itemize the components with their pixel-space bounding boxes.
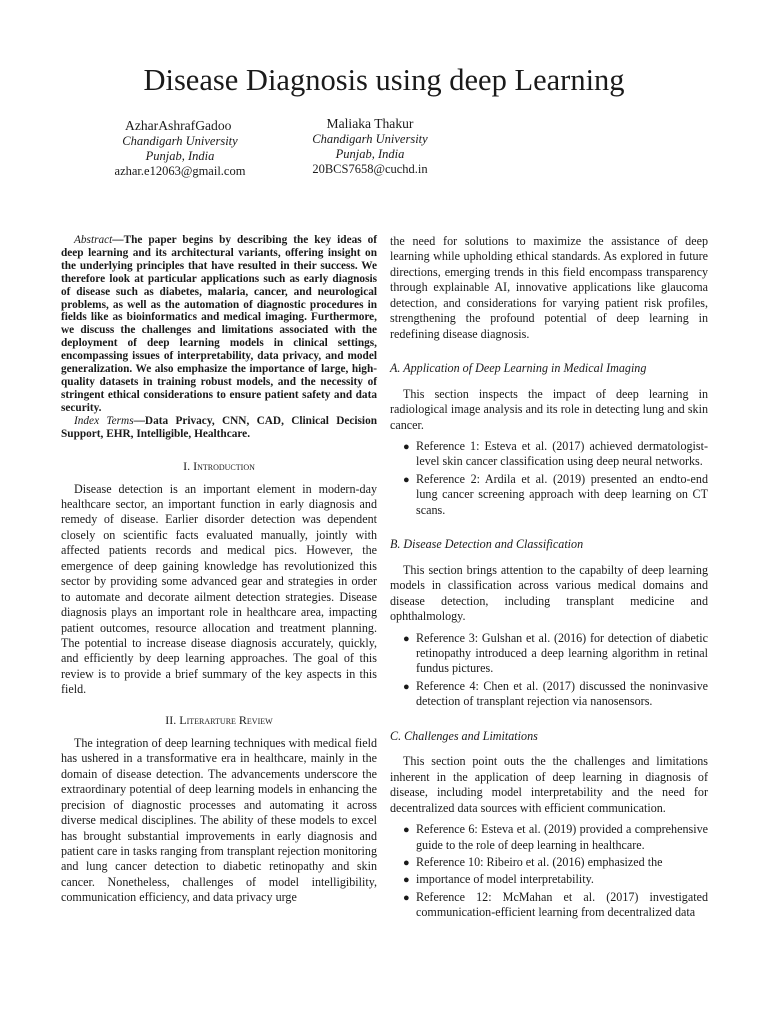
subsection-heading-b: B. Disease Detection and Classification [390, 537, 584, 552]
list-item: ● Reference 4: Chen et al. (2017) discussed the noninvasive detection of transplant rejection via nanosensors. [403, 678, 708, 709]
abstract-text: The paper begins by describing the key ideas of deep learning and its architectural variants, offering insight on the underlying principles that have resulted in their success. We therefore look at particular applications such as early diagnosis of disease such as diabetes, malaria, cancer, and neurological problems, as well as the automation of diagnostic procedures in fields like as bioinformatics and medical imaging. Furthermore, we discuss the challenges and limitations associated with the deployment of deep learning models in clinical settings, encompassing issues of interpretability, data privacy, and model generalization. We also emphasize the importance of large, high-quality datasets in training robust models, and the necessity of stringent ethical considerations to ensure patient safety and data security. [61, 234, 377, 414]
reference-list-a [390, 439, 708, 518]
author-name: Maliaka Thakur [326, 116, 414, 131]
subsection-c-text: This section point outs the the challenges and limitations inherent in the application of deep learning in diagnosis of disease, including model interpretability and the need for decentralized data sources with efficient communication. [390, 754, 708, 815]
reference-list-c [390, 822, 708, 921]
bullet-icon: ● [403, 473, 410, 486]
subsection-heading-a: A. Application of Deep Learning in Medical Imaging [390, 361, 647, 376]
bullet-icon: ● [403, 856, 410, 869]
author-location: Punjab, India [145, 149, 215, 164]
right-column [390, 234, 708, 923]
bullet-icon: ● [403, 824, 410, 837]
author-block-1 [100, 118, 260, 180]
list-item: ● importance of model interpretability. [390, 872, 708, 887]
list-item: ● Reference 3: Gulshan et al. (2016) for detection of diabetic retinopathy introduced a deep learning algorithm in retinal fundus pictures. [403, 630, 708, 676]
left-column [61, 234, 377, 906]
author-location: Punjab, India [335, 147, 405, 162]
paper-title: Disease Diagnosis using deep Learning [143, 63, 625, 97]
abstract-lead: Abstract [74, 234, 113, 246]
author-block-2 [290, 116, 450, 178]
author-email: azhar.e12063@gmail.com [114, 164, 246, 179]
bullet-icon: ● [403, 891, 410, 904]
abstract: Abstract—The paper begins by describing the key ideas of deep learning and its architectural variants, offering insight on the underlying principles that have resulted in their success. We therefore look at particular applications such as early diagnosis of disease such as diabetes, malaria, cancer, and neurological problems, as well as the automation of diagnostic procedures in fields like as bioinformatics and medical imaging. Furthermore, we discuss the challenges and limitations associated with the deployment of deep learning models in clinical settings, encompassing issues of interpretability, data privacy, and model generalization. We also emphasize the importance of large, high-quality datasets in training robust models, and the necessity of stringent ethical considerations to ensure patient safety and data security. [61, 234, 377, 414]
index-terms-lead: Index Terms [74, 414, 134, 427]
author-affiliation: Chandigarh University [312, 132, 428, 146]
list-item: ● Reference 2: Ardila et al. (2019) presented an endto-end lung cancer screening approach with deep learning on CT scans. [403, 471, 708, 517]
bullet-icon: ● [403, 632, 410, 645]
author-affiliation: Chandigarh University [122, 134, 238, 148]
list-item: ● Reference 1: Esteva et al. (2017) achieved dermatologist-level skin cancer classification using deep neural networks. [403, 438, 708, 469]
bullet-icon: ● [403, 440, 410, 453]
subsection-a-text: This section inspects the impact of deep learning in radiological image analysis and its role in detecting lung and skin cancer. [390, 386, 708, 432]
section-heading-literature-review: II. Literarture Review [165, 712, 273, 727]
subsection-b-text: This section brings attention to the capabilty of deep learning models in classification across various medical domains and disease detection, including transplant medicine and ophthalmology. [390, 562, 708, 624]
index-terms: Index Terms—Data Privacy, CNN, CAD, Clinical Decision Support, EHR, Intelligible, Healthcare. [61, 414, 377, 440]
author-name: AzharAshrafGadoo [125, 118, 232, 133]
introduction-text: Disease detection is an important element in modern-day healthcare sector, an important function in early diagnosis and remedy of disease. Earlier disorder detection was dependent closely on scientific facts evaluated manually, jointly with affected patients records and medical pics. However, the emergence of deep gaining knowledge has revolutionized this sector by providing some advanced gear and strategies in order to automate and decorate ailment detection strategies. Disease diagnosis plays an important role in healthcare area, impacting patient outcomes, resource allocation and treatment planning. The potential to increase disease diagnosis accurately, quickly, and efficiently by deep learning approaches. The goal of this review is to provide a brief summary of the key aspects in this field. [61, 481, 377, 697]
subsection-heading-c: C. Challenges and Limitations [390, 728, 538, 743]
section-heading-introduction: I. Introduction [183, 458, 255, 473]
bullet-icon: ● [403, 874, 410, 887]
list-item: ● Reference 12: McMahan et al. (2017) investigated communication-efficient learning from decentralized data [403, 889, 708, 920]
index-terms-text: Data Privacy, CNN, CAD, Clinical Decision Support, EHR, Intelligible, Healthcare. [61, 414, 377, 440]
list-item: ● Reference 10: Ribeiro et al. (2016) emphasized the [390, 855, 708, 870]
literature-review-text: The integration of deep learning techniques with medical field has ushered in a transformative era in healthcare, mainly in the domain of disease detection. The advancements underscore the extraordinary potential of deep learning models in enhancing the precision of diagnostic processes and automating it across diverse medical disciplines. The ability of these models to excel has brought substantial improvements in early diagnosis and patient care in tasks ranging from transplant rejection monitoring and lung cancer detection to diabetic retinopathy and skin cancer. Nonetheless, challenges of model intelligibility, communication efficiency, and data privacy urge [61, 735, 377, 905]
bullet-icon: ● [403, 680, 410, 693]
list-item: ● Reference 6: Esteva et al. (2019) provided a comprehensive guide to the role of deep learning in healthcare. [403, 822, 708, 852]
author-email: 20BCS7658@cuchd.in [312, 162, 428, 177]
literature-review-text-continued: the need for solutions to maximize the assistance of deep learning while upholding ethical standards. As explored in future directions, emerging trends in this field encompass transparency through explainable AI, innovative applications like glaucoma detection, and considerations for varying patient risk profiles, strengthening the profound potential of deep learning in redefining disease diagnosis. [390, 234, 708, 341]
reference-list-b [390, 631, 708, 710]
